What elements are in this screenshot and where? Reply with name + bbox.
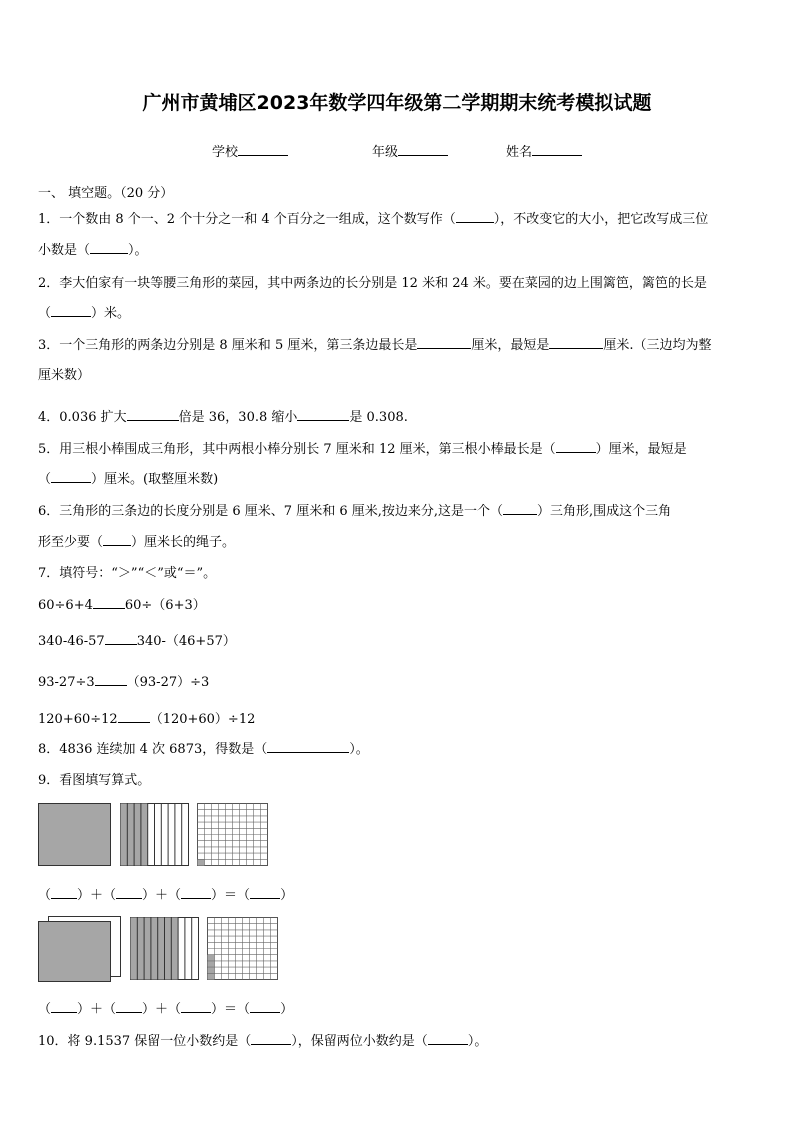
- q9-row1-blank-2[interactable]: [116, 886, 142, 899]
- q7-blank-2[interactable]: [105, 632, 137, 645]
- question-1-line-1: 1．一个数由 8 个一、2 个十分之一和 4 个百分之一组成，这个数写作（ ），不改变它的大小，把它改写成三位: [38, 212, 709, 227]
- school-label: 学校: [212, 145, 239, 160]
- q7-blank-4[interactable]: [118, 710, 150, 723]
- q1-answer-blank-1[interactable]: [456, 210, 494, 223]
- q3-answer-blank-1[interactable]: [417, 336, 471, 349]
- question-1-line-2: 小数是（ ）。: [38, 243, 148, 258]
- question-10: 10．将 9.1537 保留一位小数约是（ ），保留两位小数约是（ ）。: [38, 1034, 488, 1049]
- q7-item-3: 93-27÷3 （93-27）÷3: [38, 675, 210, 690]
- question-6-line-2: 形至少要（ ）厘米长的绳子。: [38, 535, 236, 550]
- q6-answer-blank-1[interactable]: [503, 502, 537, 515]
- question-8: 8．4836 连续加 4 次 6873，得数是（ ）。: [38, 742, 369, 757]
- q10-answer-blank-2[interactable]: [428, 1032, 468, 1045]
- q9-row1-blank-3[interactable]: [181, 886, 211, 899]
- q10-answer-blank-1[interactable]: [251, 1032, 291, 1045]
- name-field: [506, 141, 582, 160]
- q9-figure-row-1: [38, 803, 278, 867]
- question-2-line-1: 2．李大伯家有一块等腰三角形的菜园，其中两条边的长分别是 12 米和 24 米。要在菜园的边上围篱笆，篱笆的长是: [38, 276, 707, 291]
- q8-answer-blank[interactable]: [267, 740, 349, 753]
- q4-answer-blank-2[interactable]: [297, 408, 349, 421]
- q9-row2-blank-1[interactable]: [51, 1000, 77, 1013]
- q9-equation-row-1: （ ）＋（ ）＋（ ）＝（ ）: [38, 888, 294, 903]
- school-blank[interactable]: [238, 141, 288, 156]
- question-3-line-1: 3．一个三角形的两条边分别是 8 厘米和 5 厘米，第三条边最长是 厘米，最短是 厘米.（三边均为整: [38, 338, 712, 353]
- q5-answer-blank-1[interactable]: [556, 440, 596, 453]
- q9-row1-blank-1[interactable]: [51, 886, 77, 899]
- tenths-square-2: [131, 918, 199, 980]
- q7-blank-1[interactable]: [93, 596, 125, 609]
- q9-row2-blank-4[interactable]: [250, 1000, 280, 1013]
- one-whole-square-front: [39, 922, 111, 982]
- q9-figure-row-2-svg: [38, 914, 288, 984]
- name-blank[interactable]: [532, 141, 582, 156]
- grade-field: [372, 141, 448, 160]
- question-6-line-1: 6．三角形的三条边的长度分别是 6 厘米、7 厘米和 6 厘米,按边来分,这是一个（ ）三角形,围成这个三角: [38, 504, 672, 519]
- question-5-line-1: 5．用三根小棒围成三角形，其中两根小棒分别长 7 厘米和 12 厘米，第三根小棒最长是（ ）厘米，最短是: [38, 442, 687, 457]
- tenths-square: [121, 804, 189, 866]
- school-field: [212, 141, 288, 160]
- grade-label: 年级: [372, 145, 399, 160]
- one-whole-square: [39, 804, 111, 866]
- q5-answer-blank-2[interactable]: [51, 470, 91, 483]
- q7-item-1: 60÷6+4 60÷（6+3）: [38, 598, 206, 613]
- q9-row1-blank-4[interactable]: [250, 886, 280, 899]
- q7-blank-3[interactable]: [95, 673, 127, 686]
- hundredths-square-2: [208, 918, 278, 980]
- hundredths-square: [198, 804, 268, 866]
- section-heading: 一、 填空题。（20 分）: [38, 186, 174, 201]
- q2-answer-blank[interactable]: [51, 304, 91, 317]
- q9-figure-row-2: [38, 914, 288, 984]
- q6-answer-blank-2[interactable]: [103, 533, 131, 546]
- q9-equation-row-2: （ ）＋（ ）＋（ ）＝（ ）: [38, 1002, 294, 1017]
- q4-answer-blank-1[interactable]: [127, 408, 179, 421]
- q9-figure-row-1-svg: [38, 803, 278, 867]
- name-label: 姓名: [506, 145, 533, 160]
- question-9-title: 9．看图填写算式。: [38, 773, 151, 788]
- q7-item-4: 120+60÷12 （120+60）÷12: [38, 712, 256, 727]
- q9-row2-blank-2[interactable]: [116, 1000, 142, 1013]
- question-7-title: 7．填符号：“＞”“＜”或“＝”。: [38, 566, 217, 581]
- question-4: 4．0.036 扩大 倍是 36，30.8 缩小 是 0.308.: [38, 410, 408, 425]
- grade-blank[interactable]: [398, 141, 448, 156]
- q9-row2-blank-3[interactable]: [181, 1000, 211, 1013]
- q1-answer-blank-2[interactable]: [90, 241, 128, 254]
- q3-answer-blank-2[interactable]: [549, 336, 603, 349]
- page-title: 广州市黄埔区2023年数学四年级第二学期期末统考模拟试题: [142, 92, 652, 114]
- question-2-line-2: （ ）米。: [38, 306, 131, 321]
- q7-item-2: 340-46-57 340-（46+57）: [38, 634, 236, 649]
- question-3-line-2: 厘米数）: [38, 368, 91, 383]
- question-5-line-2: （ ）厘米。(取整厘米数): [38, 472, 219, 487]
